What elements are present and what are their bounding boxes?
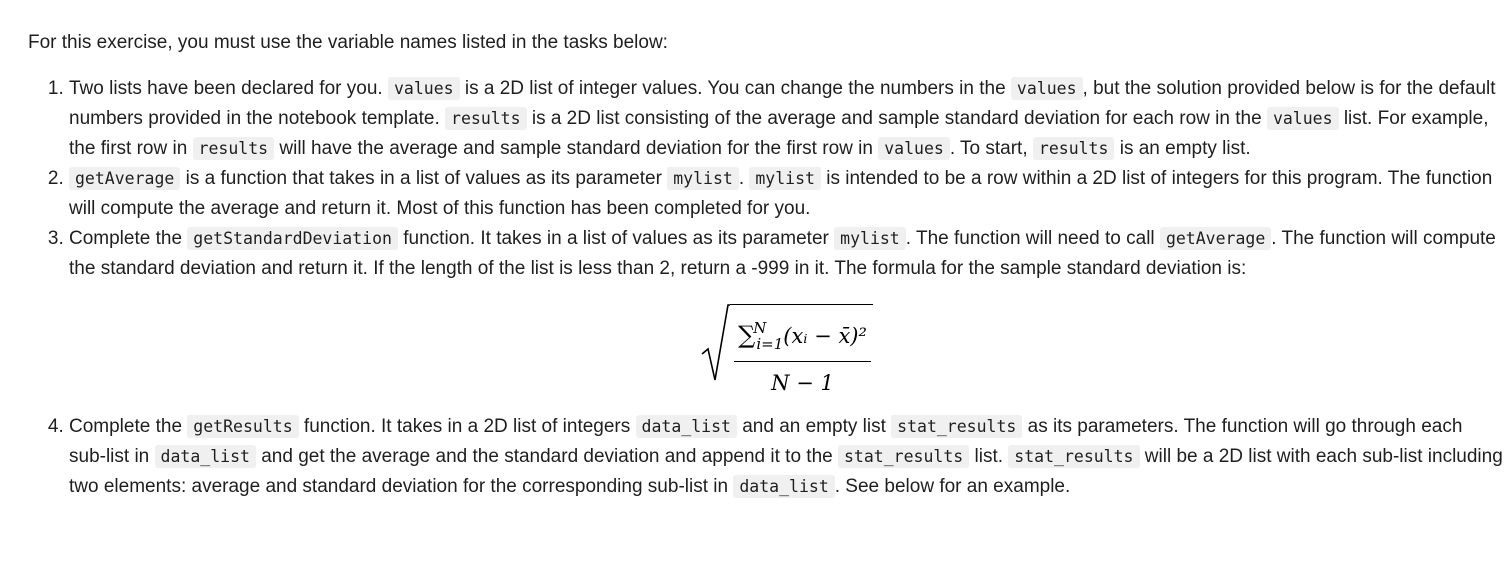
inline-code: values (388, 77, 460, 100)
inline-code: getResults (187, 415, 298, 438)
task-text-run: as its parameters. The function will go through each sub-list in (69, 416, 1463, 467)
task-item (69, 74, 1504, 164)
task-text-run: . See below for an example. (834, 476, 1071, 497)
task-text-run: is an empty list. (1114, 138, 1251, 159)
summation-body: (xᵢ − x̄)² (783, 324, 867, 348)
task-text-run: . To start, (949, 138, 1033, 159)
inline-code: mylist (749, 167, 821, 190)
task-text-run: list. (969, 446, 1009, 467)
inline-code: stat_results (1008, 445, 1139, 468)
task-text-run: Two lists have been declared for you. (69, 78, 388, 99)
document-body (28, 28, 1504, 502)
inline-code: data_list (636, 415, 737, 438)
task-text-run: is intended to be a row within a 2D list of integers for this program. The function will compute the average and return it. Most of this function has been completed for you. (69, 168, 1493, 219)
inline-code: values (1267, 107, 1339, 130)
summation-lower-limit: i=1 (756, 335, 784, 353)
intro-paragraph: For this exercise, you must use the variable names listed in the tasks below: (28, 32, 668, 53)
task-list (28, 74, 1504, 502)
std-dev-formula (69, 302, 1504, 398)
task-text-run: and an empty list (736, 416, 892, 437)
task-text-run: will be a 2D list with each sub-list including two elements: average and standard deviation for the corresponding sub-list in (69, 446, 1503, 497)
task-text-run: . The function will compute the standard deviation and return it. If the length of the list is less than 2, return a -999 in it. The formula for the sample standard deviation is: (69, 228, 1496, 279)
task-text-run: will have the average and sample standard deviation for the first row in (274, 138, 879, 159)
inline-code: getAverage (1160, 227, 1271, 250)
task-text-run: and get the average and the standard deviation and append it to the (255, 446, 838, 467)
inline-code: getStandardDeviation (187, 227, 398, 250)
formula-denominator: N − 1 (771, 371, 834, 395)
summation-symbol: ∑ (738, 321, 756, 349)
inline-code: mylist (667, 167, 739, 190)
task-text-run: is a 2D list of integer values. You can change the numbers in the (459, 78, 1011, 99)
task-item (69, 224, 1504, 398)
inline-code: mylist (834, 227, 906, 250)
task-text-run: is a 2D list consisting of the average and sample standard deviation for each row in the (526, 108, 1267, 129)
summation-upper-limit: N (753, 319, 767, 337)
task-text-run: . (738, 168, 750, 189)
task-text-run: function. It takes in a list of values as its parameter (397, 228, 835, 249)
formula-numerator (734, 313, 871, 362)
inline-code: values (1011, 77, 1083, 100)
inline-code: getAverage (69, 167, 180, 190)
inline-code: results (193, 137, 275, 160)
inline-code: results (1033, 137, 1115, 160)
task-text-run: Complete the (69, 228, 188, 249)
task-text-run: is a function that takes in a list of values as its parameter (180, 168, 668, 189)
inline-code: stat_results (891, 415, 1022, 438)
task-text-run: list. For example, the first row in (69, 108, 1489, 159)
task-text-run: , but the solution provided below is for the default numbers provided in the notebook template. (69, 78, 1496, 129)
task-text-run: . The function will need to call (905, 228, 1160, 249)
task-item (69, 412, 1504, 502)
task-text-run: function. It takes in a 2D list of integers (298, 416, 636, 437)
task-item (69, 164, 1504, 224)
square-root-sign (700, 302, 730, 384)
inline-code: stat_results (838, 445, 969, 468)
inline-code: values (878, 137, 950, 160)
task-text-run: Complete the (69, 416, 188, 437)
inline-code: data_list (733, 475, 834, 498)
inline-code: data_list (155, 445, 256, 468)
inline-code: results (445, 107, 527, 130)
